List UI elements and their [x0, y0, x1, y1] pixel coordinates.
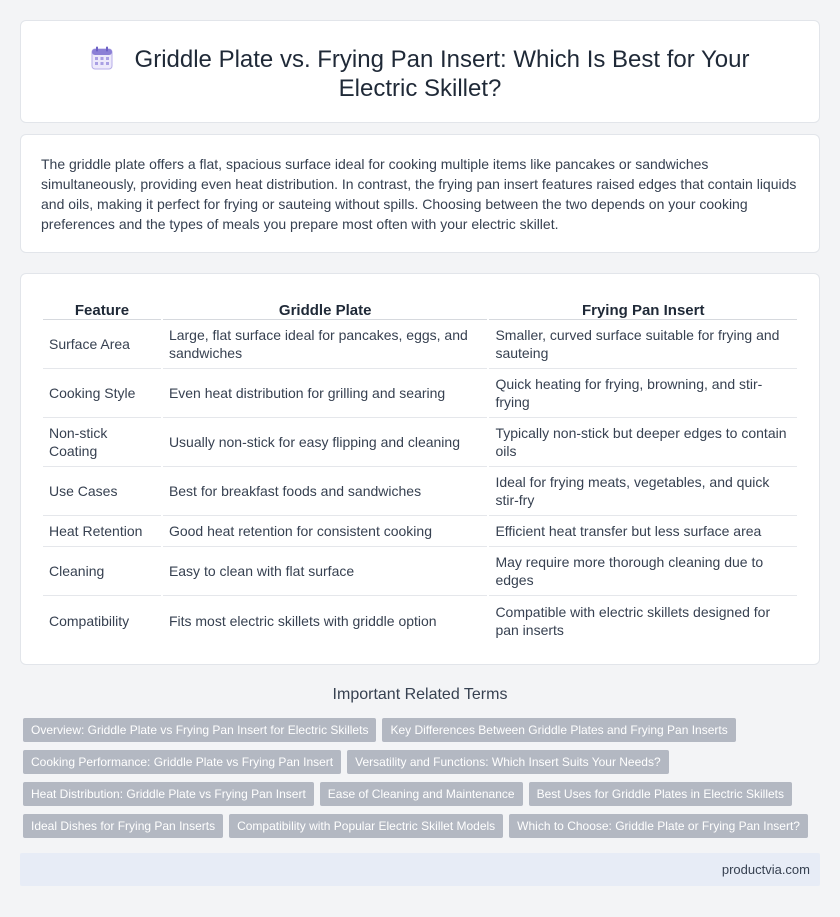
table-row	[43, 418, 797, 467]
table-row	[43, 467, 797, 516]
title-card	[20, 20, 820, 123]
page-title-wrap	[21, 45, 819, 103]
frying-pan-cell: May require more thorough cleaning due to edges	[489, 547, 797, 596]
frying-pan-cell: Compatible with electric skillets designed for pan inserts	[495, 603, 771, 638]
feature-cell: Use Cases	[43, 467, 161, 516]
related-tag[interactable]: Best Uses for Griddle Plates in Electric Skillets	[529, 782, 792, 806]
feature-cell: Surface Area	[43, 320, 161, 369]
related-tag[interactable]: Which to Choose: Griddle Plate or Frying Pan Insert?	[509, 814, 808, 838]
frying-pan-cell: Typically non-stick but deeper edges to contain oils	[489, 418, 797, 467]
comparison-table	[41, 294, 799, 645]
related-tags	[23, 718, 823, 846]
related-terms-heading: Important Related Terms	[332, 686, 508, 703]
frying-pan-cell: Smaller, curved surface suitable for frying and sauteing	[489, 320, 797, 369]
tag-row	[23, 782, 823, 814]
table-row	[43, 547, 797, 596]
related-tag[interactable]: Overview: Griddle Plate vs Frying Pan Insert for Electric Skillets	[23, 718, 376, 742]
comparison-card	[20, 273, 820, 665]
related-tag[interactable]: Ease of Cleaning and Maintenance	[320, 782, 523, 806]
footer-site-link[interactable]: productvia.com	[721, 862, 810, 877]
griddle-cell: Fits most electric skillets with griddle option	[168, 612, 437, 629]
table-row	[43, 369, 797, 418]
intro-card	[20, 134, 820, 253]
feature-cell: Heat Retention	[43, 516, 161, 547]
feature-cell: Cooking Style	[43, 369, 161, 418]
tag-row	[23, 718, 823, 750]
tag-row	[23, 750, 823, 782]
feature-cell: Cleaning	[43, 547, 161, 596]
header-feature: Feature	[43, 294, 161, 320]
feature-cell: Non-stick Coating	[43, 418, 161, 467]
frying-pan-cell: Efficient heat transfer but less surface area	[489, 516, 797, 547]
griddle-cell: Good heat retention for consistent cooking	[163, 516, 488, 547]
frying-pan-cell: Ideal for frying meats, vegetables, and quick stir-fry	[489, 467, 797, 516]
griddle-cell: Easy to clean with flat surface	[163, 547, 488, 596]
header-griddle-plate: Griddle Plate	[163, 294, 488, 320]
feature-cell: Compatibility	[49, 612, 130, 629]
griddle-cell: Large, flat surface ideal for pancakes, eggs, and sandwiches	[163, 320, 488, 369]
griddle-cell: Even heat distribution for grilling and searing	[163, 369, 488, 418]
table-header-row	[43, 294, 797, 320]
related-tag[interactable]: Versatility and Functions: Which Insert Suits Your Needs?	[347, 750, 669, 774]
griddle-cell: Best for breakfast foods and sandwiches	[163, 467, 488, 516]
intro-paragraph: The griddle plate offers a flat, spacious surface ideal for cooking multiple items like pancakes or sandwiches simultaneously, providing even heat distribution. In contrast, the frying pan insert features raised edges that contain liquids and oils, making it perfect for frying or sauteing without spills. Choosing between the two depends on your cooking preferences and the types of meals you prepare most often with your electric skillet.	[41, 156, 797, 232]
griddle-cell: Usually non-stick for easy flipping and cleaning	[163, 418, 488, 467]
calendar-icon	[91, 46, 113, 70]
header-frying-pan-insert: Frying Pan Insert	[489, 294, 797, 320]
table-row	[43, 596, 797, 645]
page-title: Griddle Plate vs. Frying Pan Insert: Which Is Best for Your Electric Skillet?	[134, 46, 750, 102]
footer-bar	[20, 853, 820, 886]
tag-row	[23, 814, 823, 846]
table-row	[43, 320, 797, 369]
related-tag[interactable]: Heat Distribution: Griddle Plate vs Frying Pan Insert	[23, 782, 314, 806]
related-tag[interactable]: Key Differences Between Griddle Plates and Frying Pan Inserts	[382, 718, 735, 742]
frying-pan-cell: Quick heating for frying, browning, and stir-frying	[489, 369, 797, 418]
table-row	[43, 516, 797, 547]
related-tag[interactable]: Compatibility with Popular Electric Skillet Models	[229, 814, 503, 838]
related-tag[interactable]: Ideal Dishes for Frying Pan Inserts	[23, 814, 223, 838]
related-tag[interactable]: Cooking Performance: Griddle Plate vs Frying Pan Insert	[23, 750, 341, 774]
